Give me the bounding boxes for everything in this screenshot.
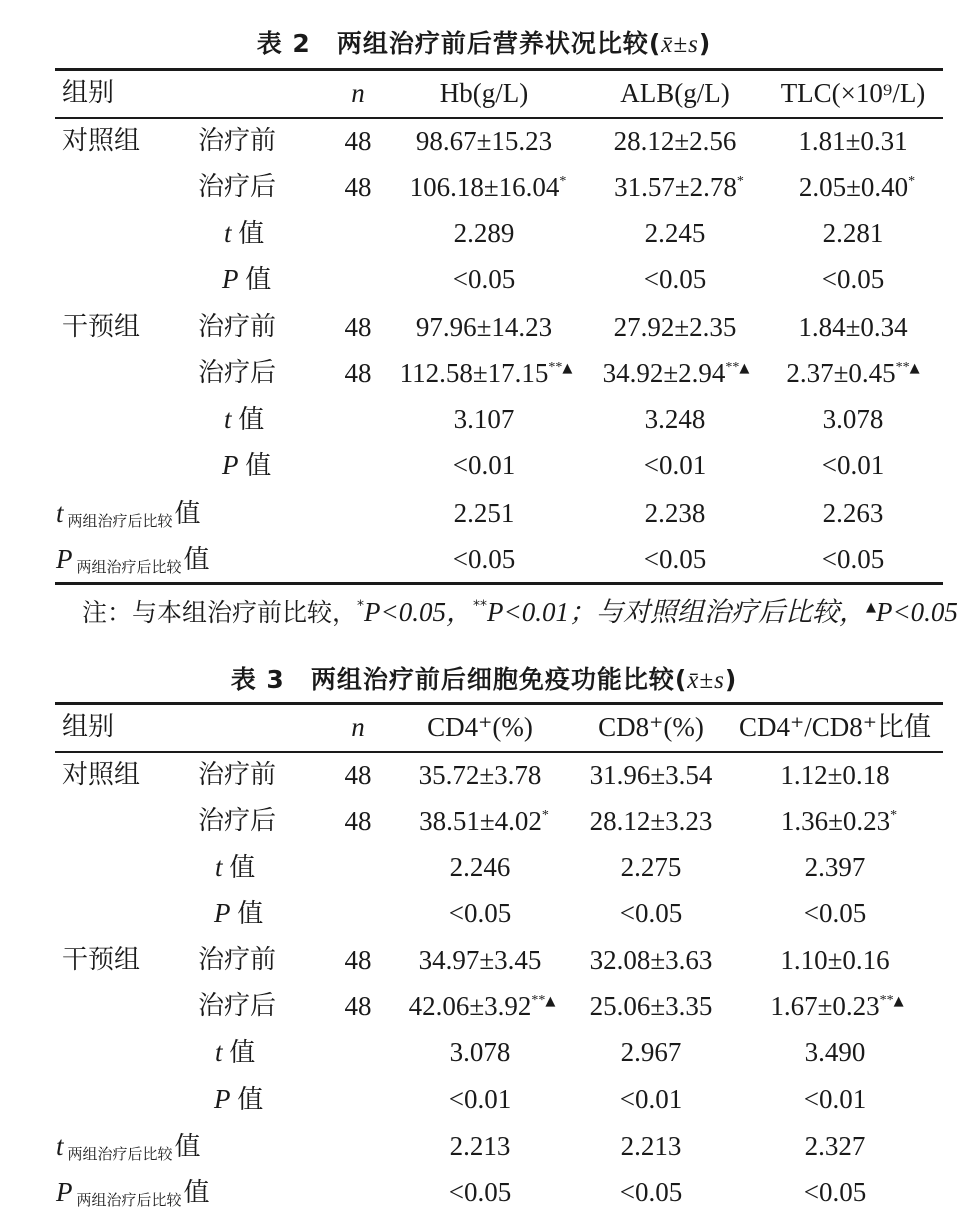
table2-control-before-tlc: 1.81±0.31 xyxy=(798,126,908,156)
table2-control-p-tlc: <0.05 xyxy=(821,264,885,294)
table2-between-t-alb: 2.238 xyxy=(644,498,706,528)
table2-control-t-label: t 值 xyxy=(224,218,265,249)
table2-header-group: 组别 xyxy=(62,78,115,108)
table2-control-group: 对照组 xyxy=(62,126,141,156)
table3-intervention-t-label: t 值 xyxy=(215,1037,256,1068)
table2-intervention-after-tlc: 2.37±0.45**▲ xyxy=(786,358,920,388)
table2-intervention-before-alb: 27.92±2.35 xyxy=(613,312,737,342)
table3-control-t-cd4: 2.246 xyxy=(449,852,511,882)
table2-intervention-after-label: 治疗后 xyxy=(198,358,277,388)
table2-control-p-alb: <0.05 xyxy=(643,264,707,294)
table2-control-before-hb: 98.67±15.23 xyxy=(415,126,553,156)
triangle-icon: ▲ xyxy=(545,994,556,1009)
table3-between-t-cd4: 2.213 xyxy=(449,1131,511,1161)
table3-control-after-cd4: 38.51±4.02* xyxy=(419,806,549,836)
table3-intervention-after-cd8: 25.06±3.35 xyxy=(589,991,713,1021)
table3-intervention-t-cd4: 3.078 xyxy=(449,1037,511,1067)
table2-intervention-before-hb: 97.96±14.23 xyxy=(415,312,553,342)
table2-control-p-label: P 值 xyxy=(222,264,272,295)
table2-intervention-before-tlc: 1.84±0.34 xyxy=(798,312,908,342)
triangle-icon: ▲ xyxy=(893,994,904,1009)
table2-control-after-alb: 31.57±2.78* xyxy=(614,172,744,202)
table2-header-tlc: TLC(×10⁹/L) xyxy=(780,78,926,108)
table3-control-t-cd8: 2.275 xyxy=(620,852,682,882)
table2-intervention-after-alb: 34.92±2.94**▲ xyxy=(602,358,750,388)
table3-caption-number: 表 3 xyxy=(230,665,285,694)
table2-header-hb: Hb(g/L) xyxy=(439,78,529,108)
table2-intervention-t-tlc: 3.078 xyxy=(822,404,884,434)
table3-header-cd4: CD4⁺(%) xyxy=(427,712,533,742)
table3-intervention-before-label: 治疗前 xyxy=(198,945,277,975)
table3-control-t-ratio: 2.397 xyxy=(804,852,866,882)
table3-intervention-before-cd4: 34.97±3.45 xyxy=(418,945,542,975)
table3-between-t-cd8: 2.213 xyxy=(620,1131,682,1161)
table3-intervention-before-n: 48 xyxy=(344,945,372,975)
table2-between-t-label: t $_{两组治疗后比较}$值 xyxy=(56,498,201,530)
triangle-icon: ▲ xyxy=(739,361,750,376)
table2-between-p-alb: <0.05 xyxy=(643,544,707,574)
table3-control-after-ratio: 1.36±0.23* xyxy=(780,806,898,836)
table2-intervention-t-label: t 值 xyxy=(224,404,265,435)
table3-control-p-label: P 值 xyxy=(214,898,264,929)
table3-header-group: 组别 xyxy=(62,712,115,742)
table2-control-after-hb: 106.18±16.04* xyxy=(409,172,567,202)
table3-intervention-p-cd4: <0.01 xyxy=(448,1084,512,1114)
table2-intervention-p-tlc: <0.01 xyxy=(821,450,885,480)
table2-between-p-hb: <0.05 xyxy=(452,544,516,574)
table2-control-after-tlc: 2.05±0.40* xyxy=(798,172,916,202)
table3-intervention-before-cd8: 32.08±3.63 xyxy=(589,945,713,975)
table2-control-before-alb: 28.12±2.56 xyxy=(613,126,737,156)
table2-intervention-after-n: 48 xyxy=(344,358,372,388)
table3-caption-title: 两组治疗前后细胞免疫功能比较 xyxy=(310,665,675,694)
table3-intervention-before-ratio: 1.10±0.16 xyxy=(780,945,890,975)
table2-note: 注：与本组治疗前比较，*P<0.05，**P<0.01；与对照组治疗后比较，▲P<0.05 xyxy=(82,597,958,627)
table2-intervention-t-alb: 3.248 xyxy=(644,404,706,434)
triangle-icon: ▲ xyxy=(909,361,920,376)
table2-between-t-hb: 2.251 xyxy=(453,498,515,528)
table3-control-p-ratio: <0.05 xyxy=(803,898,867,928)
table3-between-p-ratio: <0.05 xyxy=(803,1177,867,1207)
table3-between-t-label: t $_{两组治疗后比较}$值 xyxy=(56,1131,201,1163)
table3-control-before-cd4: 35.72±3.78 xyxy=(418,760,542,790)
triangle-icon: ▲ xyxy=(562,361,573,376)
table3-intervention-after-label: 治疗后 xyxy=(198,991,277,1021)
table2-caption-stat: x̄±s xyxy=(661,31,699,58)
table3-between-p-cd8: <0.05 xyxy=(619,1177,683,1207)
table3-between-p-cd4: <0.05 xyxy=(448,1177,512,1207)
table2-control-p-hb: <0.05 xyxy=(452,264,516,294)
table3-control-p-cd8: <0.05 xyxy=(619,898,683,928)
table2-intervention-p-hb: <0.01 xyxy=(452,450,516,480)
table3-intervention-after-ratio: 1.67±0.23**▲ xyxy=(770,991,904,1021)
table2-between-p-tlc: <0.05 xyxy=(821,544,885,574)
table3-control-group: 对照组 xyxy=(62,760,141,790)
table3-control-after-n: 48 xyxy=(344,806,372,836)
table2-intervention-group: 干预组 xyxy=(62,312,141,342)
table3-control-after-cd8: 28.12±3.23 xyxy=(589,806,713,836)
table3-control-p-cd4: <0.05 xyxy=(448,898,512,928)
table2-between-p-label: P $_{两组治疗后比较}$值 xyxy=(56,544,210,576)
table2-control-before-n: 48 xyxy=(344,126,372,156)
table2-intervention-t-hb: 3.107 xyxy=(453,404,515,434)
table2-intervention-p-alb: <0.01 xyxy=(643,450,707,480)
table2-control-after-label: 治疗后 xyxy=(198,172,277,202)
table3-intervention-after-n: 48 xyxy=(344,991,372,1021)
table2-intervention-p-label: P 值 xyxy=(222,450,272,481)
table3-control-before-cd8: 31.96±3.54 xyxy=(589,760,713,790)
table3-control-after-label: 治疗后 xyxy=(198,806,277,836)
table3-between-t-ratio: 2.327 xyxy=(804,1131,866,1161)
table3-control-t-label: t 值 xyxy=(215,852,256,883)
table2-bottom-rule xyxy=(55,582,943,585)
table2-caption-title: 两组治疗前后营养状况比较 xyxy=(336,29,649,58)
table2-intervention-before-label: 治疗前 xyxy=(198,312,277,342)
table2-intervention-before-n: 48 xyxy=(344,312,372,342)
table3-caption-stat: x̄±s xyxy=(687,667,725,694)
table3-control-before-label: 治疗前 xyxy=(198,760,277,790)
table3-control-before-ratio: 1.12±0.18 xyxy=(780,760,890,790)
table2-between-t-tlc: 2.263 xyxy=(822,498,884,528)
table3-header-ratio: CD4⁺/CD8⁺比值 xyxy=(738,712,932,742)
table2-control-after-n: 48 xyxy=(344,172,372,202)
table3-intervention-group: 干预组 xyxy=(62,945,141,975)
table3-intervention-after-cd4: 42.06±3.92**▲ xyxy=(408,991,556,1021)
table3-intervention-t-cd8: 2.967 xyxy=(620,1037,682,1067)
table2-intervention-after-hb: 112.58±17.15**▲ xyxy=(399,358,573,388)
table3-intervention-p-cd8: <0.01 xyxy=(619,1084,683,1114)
table3-intervention-p-ratio: <0.01 xyxy=(803,1084,867,1114)
table2-header-alb: ALB(g/L) xyxy=(620,78,730,108)
table3-between-p-label: P $_{两组治疗后比较}$值 xyxy=(56,1177,210,1209)
triangle-icon: ▲ xyxy=(865,600,876,615)
table2-control-t-alb: 2.245 xyxy=(644,218,706,248)
table3-caption: 表 3 两组治疗前后细胞免疫功能比较(x̄±s) xyxy=(230,665,738,694)
table3-header-cd8: CD8⁺(%) xyxy=(598,712,704,742)
table3-control-before-n: 48 xyxy=(344,760,372,790)
table2-caption: 表 2 两组治疗前后营养状况比较(x̄±s) xyxy=(256,29,712,58)
table2-control-t-tlc: 2.281 xyxy=(822,218,884,248)
table3-header-n: n xyxy=(351,712,365,742)
table3-intervention-t-ratio: 3.490 xyxy=(804,1037,866,1067)
table2-caption-number: 表 2 xyxy=(256,29,311,58)
table3-intervention-p-label: P 值 xyxy=(214,1084,264,1115)
table2-control-t-hb: 2.289 xyxy=(453,218,515,248)
table2-control-before-label: 治疗前 xyxy=(198,126,277,156)
table2-header-n: n xyxy=(351,78,365,108)
